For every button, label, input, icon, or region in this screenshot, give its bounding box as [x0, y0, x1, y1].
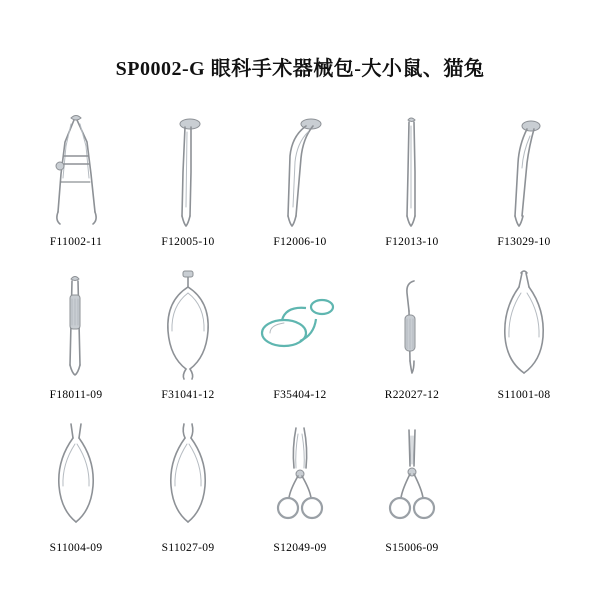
instrument-grid	[20, 95, 580, 554]
instrument-cell[interactable]	[244, 248, 356, 401]
instrument-code: F18011-09	[49, 389, 103, 401]
instrument-cell[interactable]	[356, 95, 468, 248]
instrument-code: F31041-12	[161, 389, 215, 401]
instrument-cell[interactable]	[132, 248, 244, 401]
instrument-cell[interactable]	[20, 401, 132, 554]
page-title: SP0002-G 眼科手术器械包-大小鼠、猫兔	[115, 58, 485, 80]
instrument-code: F12006-10	[273, 236, 327, 248]
retractor-icon	[132, 265, 244, 385]
probe-hook-icon	[356, 265, 468, 385]
fine-forceps-icon	[356, 112, 468, 232]
grid-row	[20, 248, 580, 401]
wire-speculum-icon	[244, 265, 356, 385]
instrument-cell[interactable]	[468, 248, 580, 401]
instrument-cell[interactable]	[20, 95, 132, 248]
instrument-cell[interactable]	[20, 248, 132, 401]
ring-scissors-icon	[244, 418, 356, 538]
instrument-code: F11002-11	[49, 236, 103, 248]
instrument-cell[interactable]	[132, 95, 244, 248]
instrument-code: F35404-12	[273, 389, 327, 401]
instrument-code: S11027-09	[161, 542, 215, 554]
instrument-cell[interactable]	[244, 401, 356, 554]
instrument-cell[interactable]	[132, 401, 244, 554]
needle-holder-icon	[20, 112, 132, 232]
instrument-code: S11001-08	[497, 389, 551, 401]
instrument-code: S15006-09	[385, 542, 439, 554]
instrument-code: S12049-09	[273, 542, 327, 554]
grid-row	[20, 95, 580, 248]
instrument-cell[interactable]	[468, 95, 580, 248]
instrument-code: R22027-12	[384, 389, 440, 401]
instrument-cell[interactable]	[356, 401, 468, 554]
angled-forceps-icon	[468, 112, 580, 232]
spring-scissors-curved-icon	[132, 418, 244, 538]
curved-forceps-icon	[244, 112, 356, 232]
tissue-forceps-icon	[20, 265, 132, 385]
grid-row	[20, 401, 580, 554]
instrument-code: S11004-09	[49, 542, 103, 554]
instrument-code: F13029-10	[497, 236, 551, 248]
instrument-code: F12013-10	[385, 236, 439, 248]
spring-scissors-icon	[468, 265, 580, 385]
instrument-cell[interactable]	[244, 95, 356, 248]
iris-scissors-icon	[356, 418, 468, 538]
instrument-cell[interactable]	[356, 248, 468, 401]
instrument-code: F12005-10	[161, 236, 215, 248]
empty-cell	[468, 401, 580, 554]
forceps-icon	[132, 112, 244, 232]
vannas-scissors-icon	[20, 418, 132, 538]
